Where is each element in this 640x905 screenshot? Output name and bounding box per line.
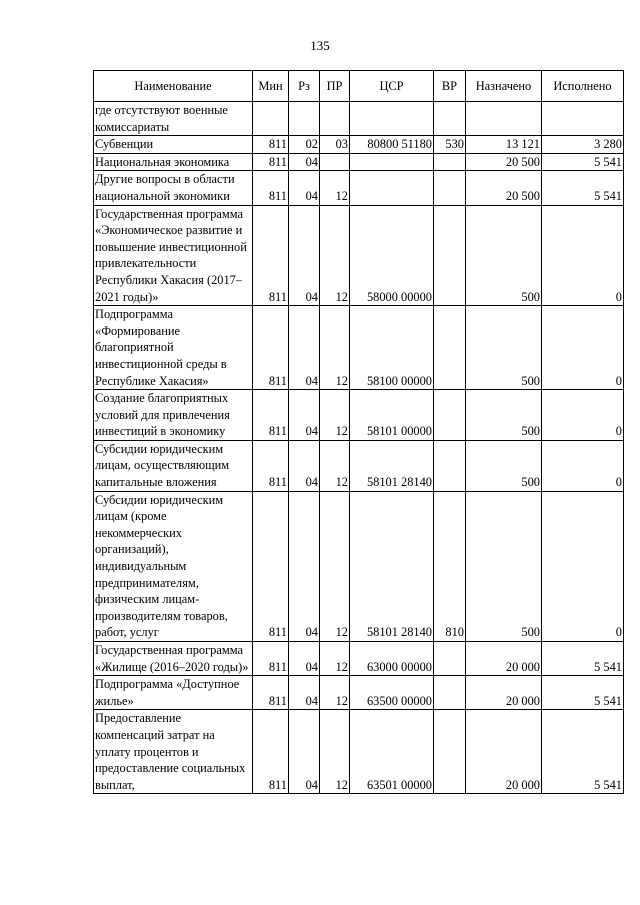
table-row [94,205,624,306]
row-csr [350,171,434,205]
row-pr: 12 [320,440,350,491]
table-row [94,642,624,676]
row-pr: 03 [320,136,350,154]
row-min: 811 [253,171,289,205]
table-row [94,102,624,136]
row-rz: 04 [289,205,320,306]
row-rz: 04 [289,306,320,390]
row-csr [350,153,434,171]
row-csr: 58101 28140 [350,440,434,491]
row-rz: 04 [289,171,320,205]
row-min: 811 [253,676,289,710]
row-rz: 04 [289,440,320,491]
row-rz: 02 [289,136,320,154]
row-name: Другие вопросы в области национальной экономики [94,171,253,205]
table-row [94,491,624,641]
header-min: Мин [253,71,289,102]
row-pr: 12 [320,710,350,794]
row-vr [434,390,466,441]
row-executed: 0 [542,491,624,641]
header-vr: ВР [434,71,466,102]
row-name: Государственная программа «Жилище (2016–2020 годы)» [94,642,253,676]
row-csr: 58000 00000 [350,205,434,306]
row-pr: 12 [320,171,350,205]
row-pr: 12 [320,390,350,441]
row-name: где отсутствуют военные комиссариаты [94,102,253,136]
row-csr: 80800 51180 [350,136,434,154]
table-row [94,153,624,171]
row-pr: 12 [320,676,350,710]
header-assigned: Назначено [466,71,542,102]
row-vr [434,153,466,171]
row-min: 811 [253,136,289,154]
header-executed: Исполнено [542,71,624,102]
row-executed: 0 [542,205,624,306]
row-vr [434,440,466,491]
row-executed [542,102,624,136]
row-assigned: 500 [466,306,542,390]
row-pr [320,102,350,136]
row-rz: 04 [289,642,320,676]
row-assigned: 20 000 [466,710,542,794]
row-executed: 0 [542,440,624,491]
row-assigned: 20 000 [466,642,542,676]
row-min: 811 [253,306,289,390]
table-header-row [94,71,624,102]
row-assigned: 500 [466,491,542,641]
row-csr: 63500 00000 [350,676,434,710]
table-row [94,440,624,491]
header-name: Наименование [94,71,253,102]
table-row [94,676,624,710]
row-assigned: 500 [466,390,542,441]
row-executed: 0 [542,306,624,390]
row-vr [434,710,466,794]
row-pr [320,153,350,171]
table-row [94,710,624,794]
row-executed: 5 541 [542,710,624,794]
row-assigned [466,102,542,136]
row-name: Подпрограмма «Формирование благоприятной инвестиционной среды в Республике Хакасия» [94,306,253,390]
row-name: Создание благоприятных условий для привлечения инвестиций в экономику [94,390,253,441]
page-number: 135 [310,38,330,53]
row-pr: 12 [320,205,350,306]
table-row [94,171,624,205]
row-min: 811 [253,642,289,676]
row-csr: 58100 00000 [350,306,434,390]
row-assigned: 500 [466,205,542,306]
row-executed: 3 280 [542,136,624,154]
row-min: 811 [253,440,289,491]
row-pr: 12 [320,642,350,676]
row-name: Субсидии юридическим лицам (кроме некоммерческих организаций), индивидуальным предпринимателям, физическим лицам-производителям товаров, работ, услуг [94,491,253,641]
row-executed: 5 541 [542,642,624,676]
row-executed: 0 [542,390,624,441]
row-csr: 58101 28140 [350,491,434,641]
row-rz: 04 [289,491,320,641]
header-csr: ЦСР [350,71,434,102]
row-name: Государственная программа «Экономическое развитие и повышение инвестиционной привлекательности Республики Хакасия (2017–2021 годы)» [94,205,253,306]
table-row [94,306,624,390]
row-min: 811 [253,205,289,306]
row-vr [434,306,466,390]
row-assigned: 13 121 [466,136,542,154]
row-executed: 5 541 [542,153,624,171]
row-name: Подпрограмма «Доступное жилье» [94,676,253,710]
row-min: 811 [253,153,289,171]
row-name: Субвенции [94,136,253,154]
row-min: 811 [253,390,289,441]
row-name: Предоставление компенсаций затрат на уплату процентов и предоставление социальных выплат, [94,710,253,794]
row-name: Национальная экономика [94,153,253,171]
row-rz [289,102,320,136]
row-rz: 04 [289,710,320,794]
row-assigned: 20 000 [466,676,542,710]
row-pr: 12 [320,306,350,390]
header-pr: ПР [320,71,350,102]
header-rz: Рз [289,71,320,102]
row-name: Субсидии юридическим лицам, осуществляющим капитальные вложения [94,440,253,491]
table-row [94,390,624,441]
row-pr: 12 [320,491,350,641]
row-rz: 04 [289,153,320,171]
row-vr [434,171,466,205]
row-vr: 810 [434,491,466,641]
row-assigned: 20 500 [466,153,542,171]
row-csr: 63000 00000 [350,642,434,676]
row-assigned: 20 500 [466,171,542,205]
table-row [94,136,624,154]
row-vr [434,102,466,136]
row-min: 811 [253,710,289,794]
row-vr [434,205,466,306]
row-vr: 530 [434,136,466,154]
row-executed: 5 541 [542,171,624,205]
row-assigned: 500 [466,440,542,491]
row-min: 811 [253,491,289,641]
row-min [253,102,289,136]
row-csr: 63501 00000 [350,710,434,794]
row-executed: 5 541 [542,676,624,710]
row-vr [434,642,466,676]
row-rz: 04 [289,676,320,710]
row-csr [350,102,434,136]
row-vr [434,676,466,710]
budget-table [93,70,624,794]
row-rz: 04 [289,390,320,441]
row-csr: 58101 00000 [350,390,434,441]
